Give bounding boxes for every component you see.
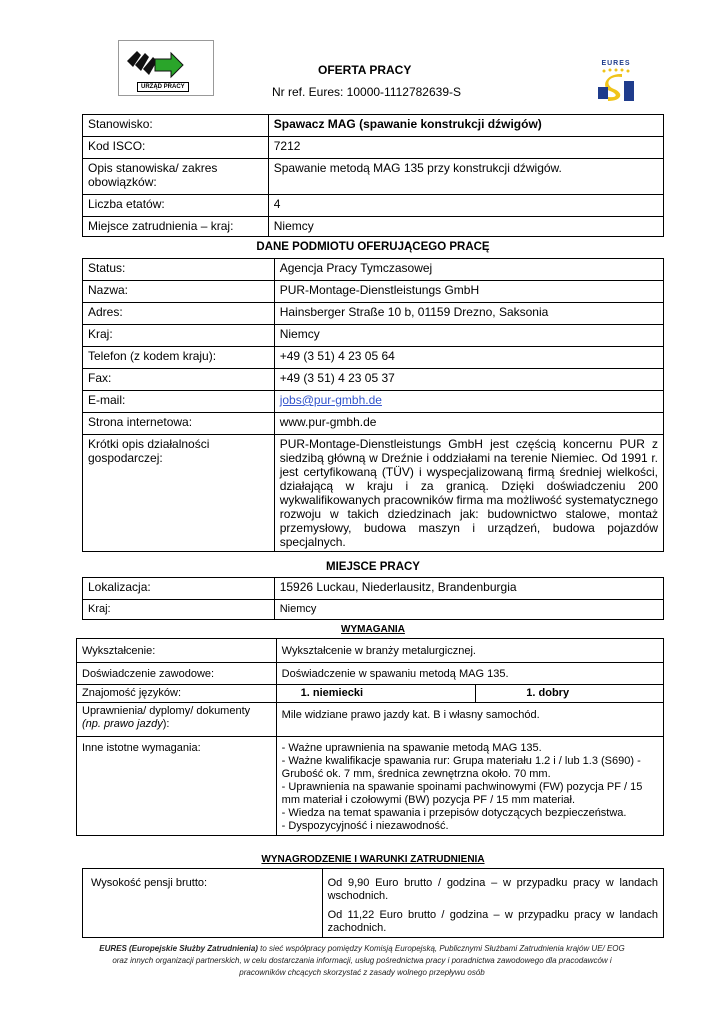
experience-label: Doświadczenie zawodowe: [77, 663, 277, 685]
permits-label-end: ): [162, 718, 170, 730]
position-label: Stanowisko: [83, 115, 269, 137]
list-item: - Uprawnienia na spawanie spoinami pachwinowymi (FW) pozycja PF / 15 mm materiał i czołowymi (BW) pozycja PF / 15 mm materiał. [281, 781, 643, 806]
count-label: Liczba etatów: [83, 195, 269, 217]
website-value: www.pur-gmbh.de [274, 413, 663, 435]
salary-section-title: WYNAGRODZENIE I WARUNKI ZATRUDNIENIA [261, 854, 485, 865]
employer-section-title: DANE PODMIOTU OFERUJĄCEGO PRACĘ [256, 241, 490, 253]
permits-label-line-1: Uprawnienia/ dyplomy/ dokumenty [82, 705, 251, 717]
table-row [83, 259, 664, 281]
language-level: 1. dobry [476, 685, 664, 703]
gross-salary-east: Od 9,90 Euro brutto / godzina – w przypadku pracy w landach wschodnich. [327, 877, 658, 902]
table-row [77, 685, 664, 703]
table-row [83, 217, 664, 237]
permits-label-example: (np. prawo jazdy [82, 718, 163, 730]
permits-value: Mile widziane prawo jazdy kat. B i własny samochód. [276, 703, 663, 737]
email-label: E-mail: [83, 391, 275, 413]
isco-label: Kod ISCO: [83, 137, 269, 159]
table-row [83, 413, 664, 435]
table-row [83, 195, 664, 217]
job-table [82, 114, 664, 237]
table-row [83, 600, 664, 620]
gross-salary-label: Wysokość pensji brutto: [83, 869, 323, 938]
email-link[interactable]: jobs@pur-gmbh.de [279, 393, 382, 407]
gross-salary-west: Od 11,22 Euro brutto / godzina – w przypadku pracy w landach zachodnich. [327, 909, 658, 934]
urzad-pracy-logo [118, 40, 214, 96]
other-requirements-label: Inne istotne wymagania: [77, 737, 277, 836]
requirements-section-title: WYMAGANIA [341, 624, 405, 635]
table-row [77, 737, 664, 836]
language-name: 1. niemiecki [276, 685, 476, 703]
place-table [82, 577, 664, 620]
description-value: Spawanie metodą MAG 135 przy konstrukcji dźwigów. [268, 159, 663, 195]
permits-label [77, 703, 277, 737]
table-row [77, 703, 664, 737]
offer-reference: Nr ref. Eures: 10000-1112782639-S [272, 85, 462, 99]
place-section-title: MIEJSCE PRACY [326, 561, 420, 573]
table-row [83, 578, 664, 600]
about-label: Krótki opis działalności gospodarczej: [83, 435, 275, 552]
phone-value: +49 (3 51) 4 23 05 64 [274, 347, 663, 369]
list-item: - Ważne kwalifikacje spawania rur: Grupa materiału 1.2 i / lub 1.3 (S690) - Grubość ok. 7 mm, średnica zewnętrzna około. 70 mm. [281, 755, 641, 780]
table-row [83, 159, 664, 195]
footer-line-2: oraz innych organizacji partnerskich, w celu dostarczania informacji, usług pośrednictwa pracy i poradnictwa zawodowego dla pracodawców i [112, 956, 612, 965]
gross-salary-value [322, 869, 663, 938]
list-item: - Wiedza na temat spawania i przepisów dotyczących bezpieczeństwa. [281, 807, 627, 819]
other-requirements-value [276, 737, 663, 836]
table-row [77, 639, 664, 663]
name-value: PUR-Montage-Dienstleistungs GmbH [274, 281, 663, 303]
eures-logo [596, 60, 636, 110]
education-value: Wykształcenie w branży metalurgicznej. [276, 639, 663, 663]
count-value: 4 [268, 195, 663, 217]
location-label: Lokalizacja: [83, 578, 275, 600]
status-value: Agencja Pracy Tymczasowej [274, 259, 663, 281]
table-row [83, 869, 664, 938]
name-label: Nazwa: [83, 281, 275, 303]
about-value: PUR-Montage-Dienstleistungs GmbH jest częścią koncernu PUR z siedzibą główną w Dreźnie i oddziałami na terenie Niemiec. Od 1991 r. jest certyfikowaną (TÜV) i wyspecjalizowaną firmą średniej wielkości, działającą w kraju i za granicą. Dzięki doświadczeniu 200 wykwalifikowanych pracowników firma ma możliwość systematycznego rozwoju w takich dziedzinach jak: budownictwo stalowe, montaż przemysłowy, budowa maszyn i urządzeń, budowa pojazdów specjalnych. [274, 435, 663, 552]
fax-label: Fax: [83, 369, 275, 391]
table-row [77, 663, 664, 685]
experience-value: Doświadczenie w spawaniu metodą MAG 135. [276, 663, 663, 685]
footer-bold: EURES (Europejskie Służby Zatrudnienia) [99, 944, 258, 953]
logo-arrows-icon [125, 47, 185, 81]
table-row [83, 435, 664, 552]
position-value: Spawacz MAG (spawanie konstrukcji dźwigów) [268, 115, 663, 137]
list-item: - Dyspozycyjność i niezawodność. [281, 820, 449, 832]
status-label: Status: [83, 259, 275, 281]
list-item: - Ważne uprawnienia na spawanie metodą MAG 135. [281, 742, 542, 754]
address-label: Adres: [83, 303, 275, 325]
education-label: Wykształcenie: [77, 639, 277, 663]
website-label: Strona internetowa: [83, 413, 275, 435]
eures-logo-text: EURES [601, 60, 631, 67]
table-row [83, 369, 664, 391]
table-row [83, 391, 664, 413]
employer-country-label: Kraj: [83, 325, 275, 347]
table-row [83, 347, 664, 369]
table-row [83, 137, 664, 159]
place-country-value: Niemcy [274, 600, 663, 620]
eures-emblem-icon [596, 67, 636, 107]
description-label: Opis stanowiska/ zakres obowiązków: [83, 159, 269, 195]
logo-caption: URZĄD PRACY [137, 82, 189, 92]
work-country-value: Niemcy [268, 217, 663, 237]
salary-table [82, 868, 664, 938]
location-value: 15926 Luckau, Niederlausitz, Brandenburgia [274, 578, 663, 600]
employer-country-value: Niemcy [274, 325, 663, 347]
fax-value: +49 (3 51) 4 23 05 37 [274, 369, 663, 391]
address-value: Hainsberger Straße 10 b, 01159 Drezno, Saksonia [274, 303, 663, 325]
table-row [83, 325, 664, 347]
footer-line-1: to sieć współpracy pomiędzy Komisją Europejską, Publicznymi Służbami Zatrudnienia krajów UE/ EOG [257, 944, 625, 953]
place-country-label: Kraj: [83, 600, 275, 620]
employer-table [82, 258, 664, 552]
requirements-table [76, 638, 664, 836]
offer-title: OFERTA PRACY [318, 63, 412, 77]
footer-note [80, 943, 644, 979]
languages-label: Znajomość języków: [77, 685, 277, 703]
table-row [83, 115, 664, 137]
work-country-label: Miejsce zatrudnienia – kraj: [83, 217, 269, 237]
table-row [83, 281, 664, 303]
footer-line-3: pracowników chcących skorzystać z zasady wolnego przepływu osób [239, 968, 485, 977]
table-row [83, 303, 664, 325]
isco-value: 7212 [268, 137, 663, 159]
phone-label: Telefon (z kodem kraju): [83, 347, 275, 369]
